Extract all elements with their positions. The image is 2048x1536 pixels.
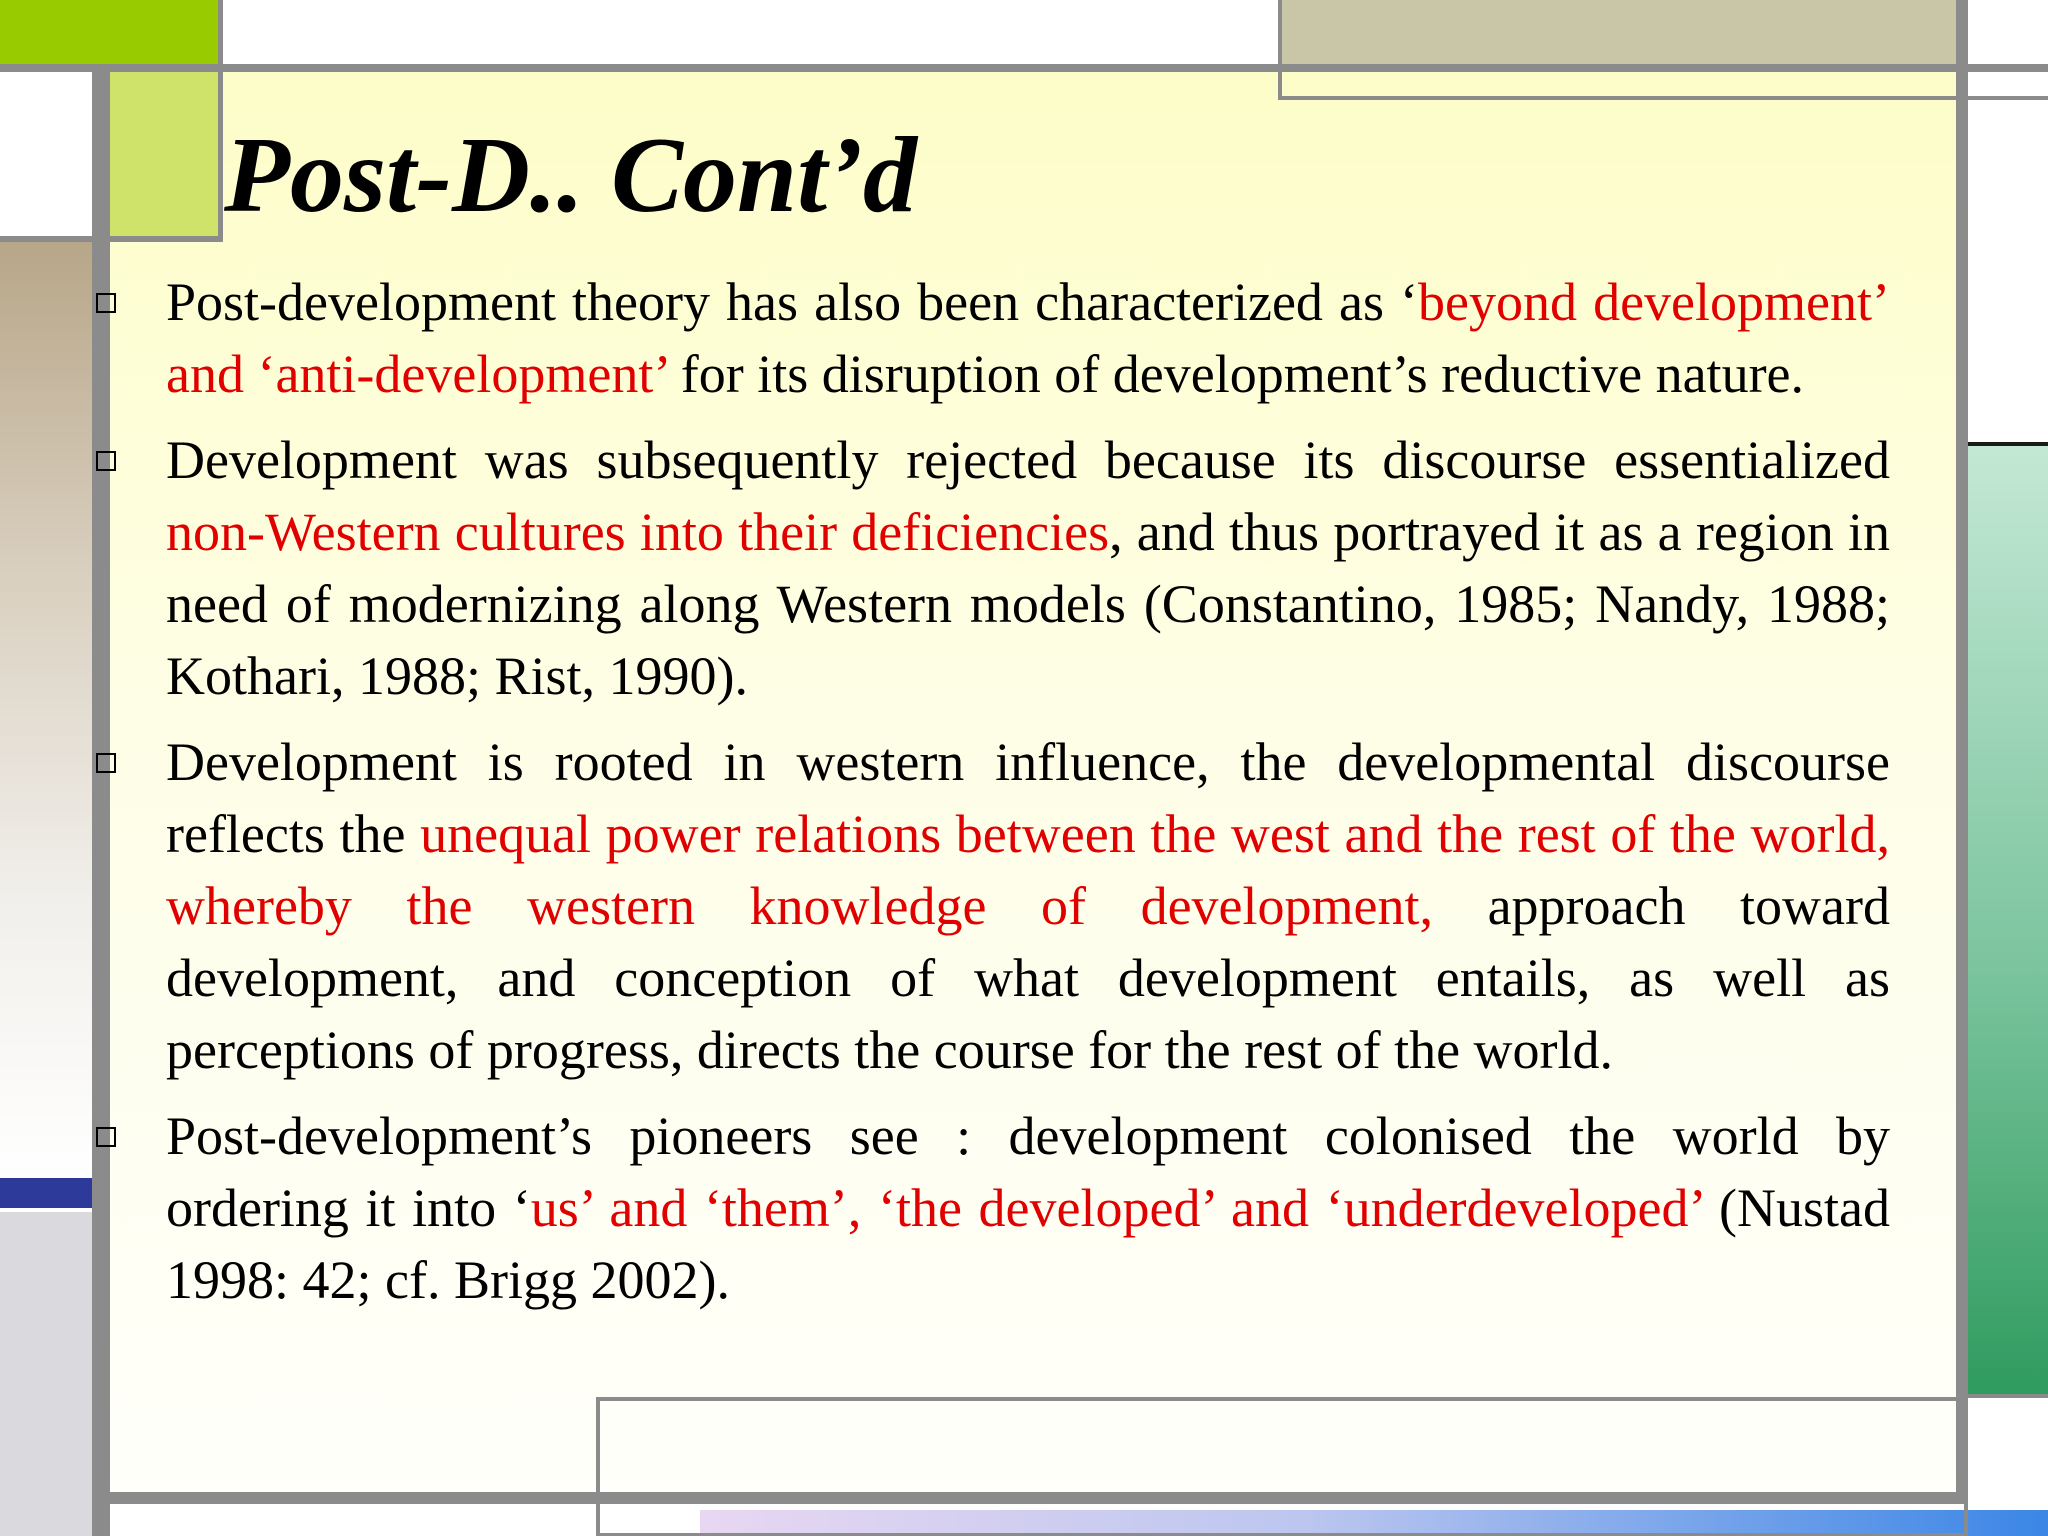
hollow-square-bullet-icon xyxy=(96,1127,116,1147)
frame-line-top xyxy=(0,64,2048,72)
decorative-green-block xyxy=(0,0,222,67)
highlighted-text: unequal power relations between the west and the rest of the world, whereby the western knowledge of development, xyxy=(166,804,1890,936)
decorative-grey-block xyxy=(0,1212,96,1536)
bullet-item xyxy=(96,726,1890,1086)
frame-outline-bottom-box xyxy=(596,1397,1968,1536)
frame-line-tan-left xyxy=(1278,0,1282,100)
highlighted-text: beyond development’ and ‘anti-development’ xyxy=(166,272,1890,404)
frame-line-green-square xyxy=(218,0,223,242)
hollow-square-bullet-icon xyxy=(96,451,116,471)
bullet-list xyxy=(96,266,1890,1330)
frame-outline-right-box xyxy=(1966,72,2048,1398)
bullet-item xyxy=(96,1100,1890,1316)
bullet-text: Development was subsequently rejected because its discourse essentialized xyxy=(166,430,1890,490)
frame-line-left-mid xyxy=(0,236,222,242)
decorative-blue-bar xyxy=(0,1178,96,1208)
decorative-tan-block xyxy=(1280,0,1958,64)
hollow-square-bullet-icon xyxy=(96,293,116,313)
slide-title: Post-D.. Cont’d xyxy=(224,116,918,235)
bullet-text: for its disruption of development’s reductive nature. xyxy=(667,344,1805,404)
bullet-item xyxy=(96,424,1890,712)
highlighted-text: non-Western cultures into their deficiencies xyxy=(166,502,1110,562)
bullet-text: Post-development theory has also been characterized as ‘ xyxy=(166,272,1419,332)
bullet-text: Post-development’s pioneers see : development colonised the world by ordering it into ‘ xyxy=(166,1106,1890,1238)
frame-line-tan-bottom xyxy=(1280,96,2048,100)
decorative-left-gradient-strip xyxy=(0,240,96,1180)
bullet-text: Development is rooted in western influence, the developmental discourse reflects the xyxy=(166,732,1890,864)
bullet-item xyxy=(96,266,1890,410)
bullet-text: , and thus portrayed it as a region in need of modernizing along Western models (Constantino, 1985; Nandy, 1988; Kothari, 1988; Rist, 1990). xyxy=(166,502,1890,706)
decorative-light-green-square xyxy=(110,70,220,240)
bullet-text: approach toward development, and conception of what development entails, as well as perceptions of progress, directs the course for the rest of the world. xyxy=(166,876,1890,1080)
hollow-square-bullet-icon xyxy=(96,753,116,773)
highlighted-text: us’ and ‘them’, ‘the developed’ and ‘underdeveloped’ xyxy=(530,1178,1703,1238)
bullet-text: (Nustad 1998: 42; cf. Brigg 2002). xyxy=(166,1178,1891,1310)
